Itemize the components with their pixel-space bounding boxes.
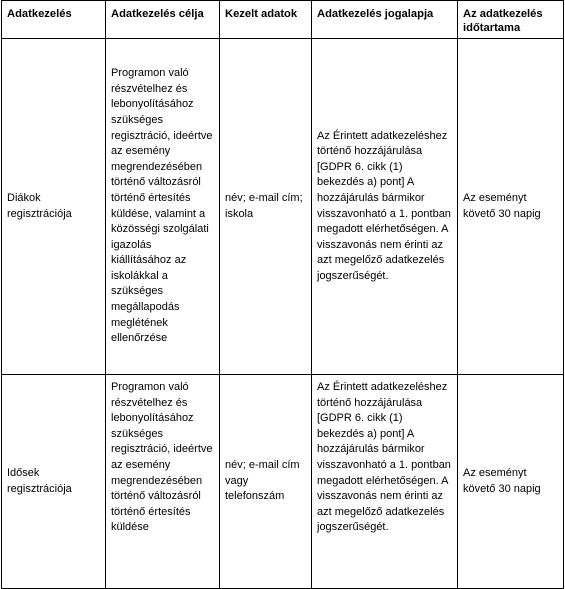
header-duration: Az adatkezelés időtartama [458,1,564,39]
duration-cell: Az eseményt követő 30 napig [458,39,564,375]
table-row [2,39,564,375]
legal-basis-cell: Az Érintett adatkezeléshez történő hozzájárulása [GDPR 6. cikk (1) bekezdés a) pont] A hozzájárulás bármikor visszavonható a 1. pontban megadott elérhetőségen. A visszavonás nem érinti az azt megelőző adatkezelés jogszerűségét. [312,375,458,589]
processing-name-cell: Diákok regisztrációja [2,39,106,375]
data-cell: név; e-mail cím vagy telefonszám [220,375,312,589]
header-data: Kezelt adatok [220,1,312,39]
header-processing: Adatkezelés [2,1,106,39]
data-cell: név; e-mail cím; iskola [220,39,312,375]
processing-name-cell: Idősek regisztrációja [2,375,106,589]
purpose-cell: Programon való részvételhez és lebonyolításához szükséges regisztráció, ideértve az esemény megrendezésében történő változásról történő értesítés küldése, valamint a közösségi szolgálati igazolás kiállításához az iskolákkal a szükséges megállapodás meglétének ellenőrzése [106,39,220,375]
duration-cell: Az eseményt követő 30 napig [458,375,564,589]
purpose-cell: Programon való részvételhez és lebonyolításához szükséges regisztráció, ideértve az esemény megrendezésében történő változásról történő értesítés küldése [106,375,220,589]
header-purpose: Adatkezelés célja [106,1,220,39]
table-header-row [2,1,564,39]
legal-basis-cell: Az Érintett adatkezeléshez történő hozzájárulása [GDPR 6. cikk (1) bekezdés a) pont] A hozzájárulás bármikor visszavonható a 1. pontban megadott elérhetőségen. A visszavonás nem érinti az azt megelőző adatkezelés jogszerűségét. [312,39,458,375]
data-processing-table [1,0,564,589]
table-row [2,375,564,589]
header-legal-basis: Adatkezelés jogalapja [312,1,458,39]
